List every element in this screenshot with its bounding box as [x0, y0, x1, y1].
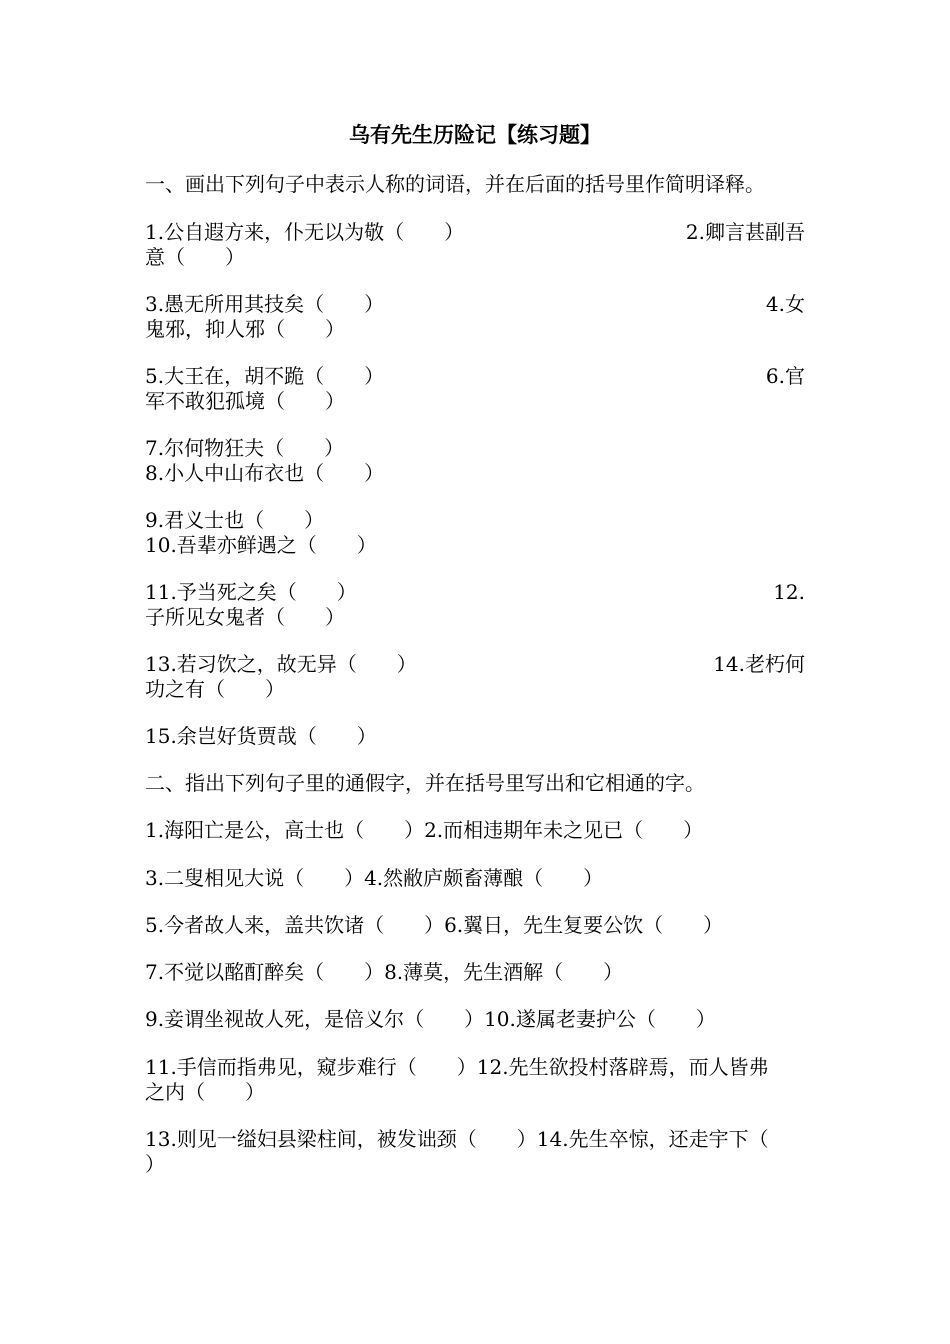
s1-item-13-right: 14.老朽何: [713, 652, 805, 676]
s1-item-9-left: 9.君义士也（ ）: [145, 508, 325, 532]
s1-item-1-wrap: 意（ ）: [145, 245, 245, 269]
s1-item-15-left: 15.余岂好货贾哉（ ）: [145, 724, 377, 748]
s1-item-3-line1: [145, 292, 805, 317]
s1-item-13-left: 13.若习饮之，故无异（ ）: [145, 652, 417, 676]
s1-item-13-wrap: 功之有（ ）: [145, 677, 285, 701]
s1-item-1-line1: [145, 220, 805, 245]
s1-item-5-line1: [145, 364, 805, 389]
s1-item-11-right: 12.: [773, 580, 805, 604]
s1-item-11-line1: [145, 580, 805, 605]
s2-item-9: 9.妾谓坐视故人死，是倍义尔（ ）10.遂属老妻护公（ ）: [145, 1007, 716, 1031]
s1-item-3-wrap: 鬼邪，抑人邪（ ）: [145, 317, 345, 341]
s1-item-3-right: 4.女: [765, 292, 805, 316]
s2-item-13-wrap: ）: [145, 1152, 165, 1176]
s1-item-5-left: 5.大王在，胡不跪（ ）: [145, 364, 385, 388]
s1-item-7-left: 7.尔何物狂夫（ ）: [145, 436, 345, 460]
s2-item-13: 13.则见一缢妇县梁柱间，被发诎颈（ ）14.先生卒惊，还走宇下（: [145, 1127, 769, 1151]
document-title: 乌有先生历险记【练习题】: [349, 122, 601, 147]
s2-item-3: 3.二叟相见大说（ ）4.然敝庐颇畜薄酿（ ）: [145, 866, 604, 890]
s1-item-3-left: 3.愚无所用其技矣（ ）: [145, 292, 385, 316]
s2-item-1: 1.海阳亡是公，高士也（ ）2.而相违期年未之见已（ ）: [145, 818, 704, 842]
s1-item-1-right: 2.卿言甚副吾: [685, 220, 805, 244]
s1-item-5-right: 6.官: [765, 364, 805, 388]
s1-item-15: [145, 724, 805, 749]
s2-item-5: 5.今者故人来，盖共饮诸（ ）6.翼日，先生复要公饮（ ）: [145, 913, 724, 937]
section1-heading: 一、画出下列句子中表示人称的词语，并在后面的括号里作简明译释。: [145, 172, 765, 196]
s1-item-7-line1: [145, 436, 805, 461]
s1-item-5-wrap: 军不敢犯孤境（ ）: [145, 389, 345, 413]
s2-item-11-wrap: 之内（ ）: [145, 1080, 265, 1104]
s1-item-1-left: 1.公自遐方来，仆无以为敬（ ）: [145, 220, 465, 244]
s1-item-10: 10.吾辈亦鲜遇之（ ）: [145, 533, 377, 557]
s1-item-9-line1: [145, 508, 805, 533]
s2-item-7: 7.不觉以酩酊醉矣（ ）8.薄莫，先生酒解（ ）: [145, 960, 624, 984]
s1-item-11-left: 11.予当死之矣（ ）: [145, 580, 357, 604]
section2-heading: 二、指出下列句子里的通假字，并在括号里写出和它相通的字。: [145, 771, 705, 795]
s1-item-8: 8.小人中山布衣也（ ）: [145, 461, 385, 485]
s1-item-11-wrap: 子所见女鬼者（ ）: [145, 605, 345, 629]
s2-item-11: 11.手信而指弗见，窥步难行（ ）12.先生欲投村落辟焉，而人皆弗: [145, 1055, 769, 1079]
s1-item-13-line1: [145, 652, 805, 677]
